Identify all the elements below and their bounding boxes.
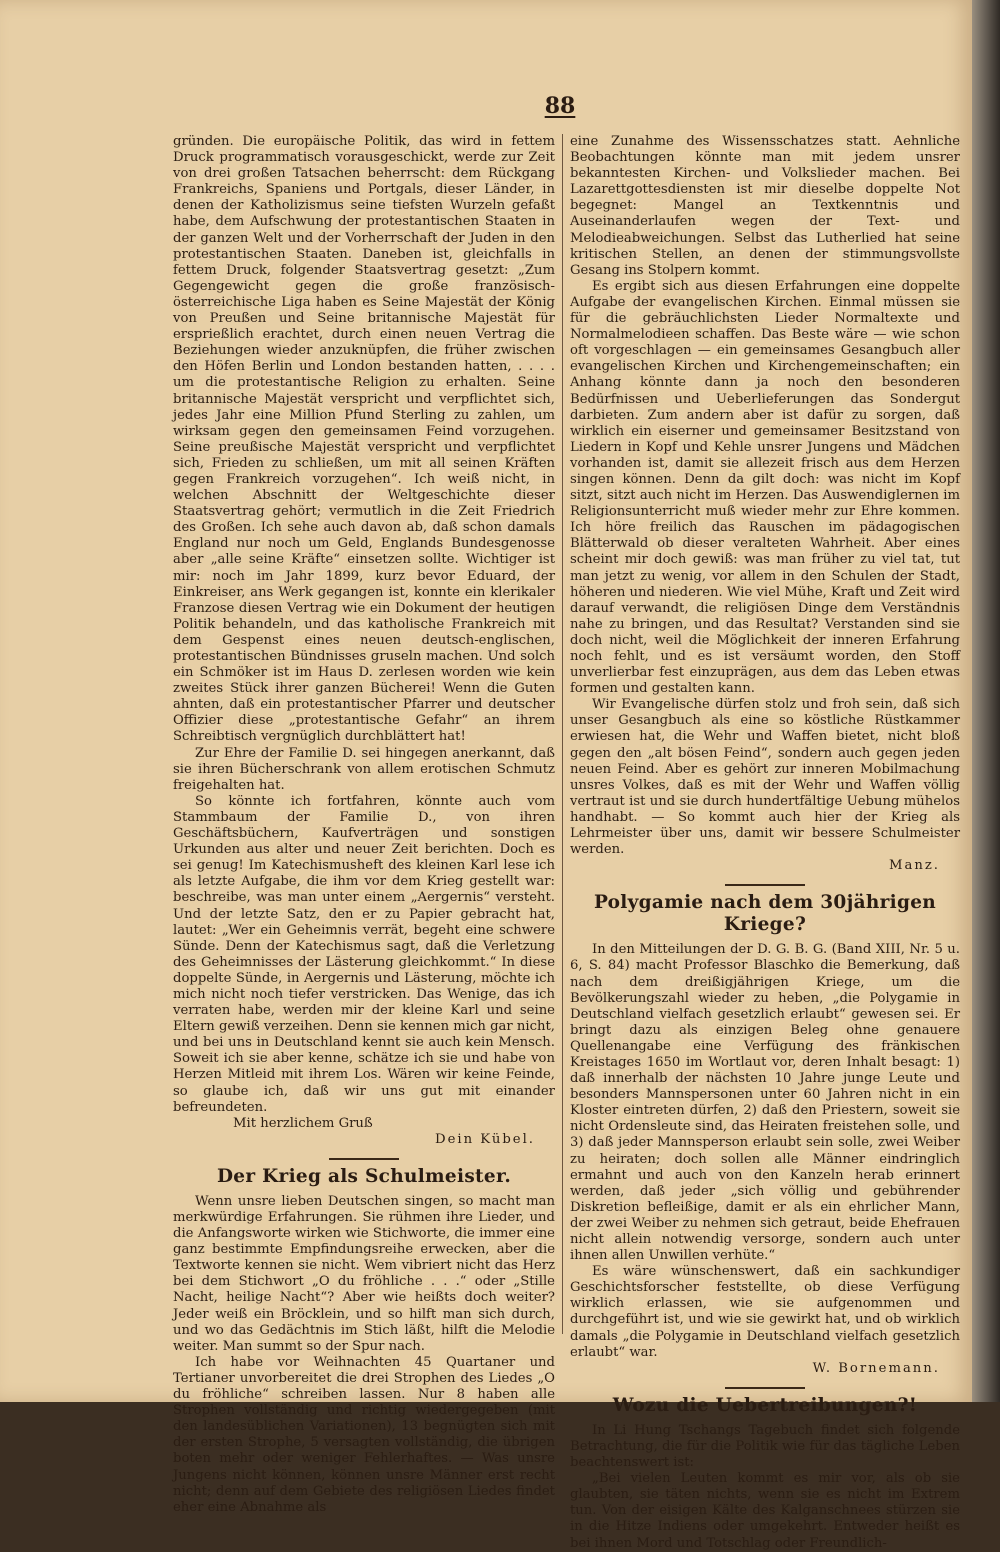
paragraph: In Li Hung Tschangs Tagebuch findet sich folgende Betrachtung, die für die Politik wie für das tägliche Leben beachtenswert ist: <box>570 1422 960 1471</box>
column-divider <box>562 134 563 1334</box>
paragraph: Zur Ehre der Familie D. sei hingegen anerkannt, daß sie ihren Bücherschrank von allem erotischen Schmutz freigehalten hat. <box>173 745 555 793</box>
paragraph: Ich habe vor Weihnachten 45 Quartaner und Tertianer unvorbereitet die drei Strophen des Liedes „O du fröhliche“ schreiben lassen. Nur 8 haben alle Strophen vollständig und richtig wiedergegeben (mit den landesüblichen Variationen), 13 begnügten sich mit der ersten Strophe, 5 versagten vollständig, die übrigen boten mehr oder weniger Fehlerhaftes. — Was unsre Jungens nicht können, können unsre Männer erst recht nicht; denn auf dem Gebiete des religiösen Liedes findet eher eine Abnahme als <box>173 1354 555 1515</box>
section-divider <box>725 1387 805 1389</box>
paragraph: Wir Evangelische dürfen stolz und froh sein, daß sich unser Gesangbuch als eine so köstliche Rüstkammer erwiesen hat, die Wehr und Waffen bietet, nicht bloß gegen den „alt bösen Feind“, sondern auch gegen jeden neuen Feind. Aber es gehört zur inneren Mobilmachung unsres Volkes, daß es mit der Wehr und Waffen völlig vertraut ist und sie durch hundertfältige Uebung mühelos handhabt. — So kommt auch hier der Krieg als Lehrmeister über uns, damit wir bessere Schulmeister werden. <box>570 697 960 858</box>
letter-signature: Dein Kübel. <box>435 1131 535 1147</box>
paragraph: So könnte ich fortfahren, könnte auch vom Stammbaum der Familie D., von ihren Geschäftsbüchern, Kaufverträgen und sonstigen Urkunden aus alter und neuer Zeit berichten. Doch es sei genug! Im Katechismusheft des kleinen Karl lese ich als letzte Aufgabe, die ihm vor dem Krieg gestellt war: beschreibe, was man unter einem „Aergernis“ versteht. Und der letzte Satz, den er zu Papier gebracht hat, lautet: „Wer ein Geheimnis verrät, begeht eine schwere Sünde. Denn der Katechismus sagt, daß die Verletzung des Geheimnisses der Lästerung gleichkommt.“ In diese doppelte Sünde, in Aergernis und Lästerung, möchte ich mich nicht noch tiefer verstricken. Das Wenige, das ich verraten habe, werden mir der kleine Karl und seine Eltern gewiß verzeihen. Denn sie kennen mich gar nicht, und bei uns in Deutschland kennt sie auch kein Mensch. Soweit ich sie aber kenne, schätze ich sie und habe von Herzen Mitleid mit ihrem Los. Wären wir keine Feinde, so glaube ich, daß wir uns gut mit einander befreundeten. <box>173 793 555 1115</box>
article-title: Polygamie nach dem 30jährigen Kriege? <box>593 892 937 936</box>
paragraph: „Bei vielen Leuten kommt es mir vor, als ob sie glaubten, sie täten nichts, wenn sie es nicht im Extrem tun. Von der eisigen Kälte des Kalganschnees stürzen sie in die Hitze Indiens oder umgekehrt. Entweder heißt es bei ihnen Mord und Totschlag oder Freundlich- <box>570 1471 960 1551</box>
paragraph: eine Zunahme des Wissensschatzes statt. Aehnliche Beobachtungen könnte man mit jedem unsrer bekanntesten Kirchen- und Volkslieder machen. Bei Lazarettgottesdiensten ist mir dieselbe doppelte Not begegnet: Mangel an Textkenntnis und Auseinanderlaufen wegen der Text- und Melodieabweichungen. Selbst das Lutherlied hat seine kritischen Stellen, an denen der stimmungsvollste Gesang ins Stolpern kommt. <box>570 134 960 278</box>
article-signature: W. Bornemann. <box>812 1360 940 1376</box>
paragraph: In den Mitteilungen der D. G. B. G. (Band XIII, Nr. 5 u. 6, S. 84) macht Professor Blaschko die Bemerkung, daß nach dem dreißigjährigen Kriege, um die Bevölkerungszahl wieder zu heben, „die Polygamie in Deutschland vielfach gesetzlich erlaubt“ gewesen sei. Er bringt dazu als einzigen Beleg ohne genauere Quellenangabe eine Verfügung des fränkischen Kreistages 1650 im Wortlaut vor, deren Inhalt besagt: 1) daß innerhalb der nächsten 10 Jahre junge Leute und besonders Mannspersonen unter 60 Jahren nicht in ein Kloster eintreten dürfen, 2) daß den Priestern, soweit sie nicht Ordensleute sind, das Heiraten freistehen solle, und 3) daß jeder Mannsperson erlaubt sein solle, zwei Weiber zu heiraten; doch sollen alle Männer eindringlich ermahnt und auch von den Kanzeln herab erinnert werden, daß jeder „sich völlig und gebührender Diskretion befleißige, damit er als ein ehrlicher Mann, der zwei Weiber zu nehmen sich getraut, beide Ehefrauen nicht allein notwendig versorge, sondern auch unter ihnen allen Unwillen verhüte.“ <box>570 942 960 1264</box>
article-title: Wozu die Uebertreibungen?! <box>612 1394 918 1416</box>
right-column <box>570 134 960 1552</box>
paragraph: gründen. Die europäische Politik, das wird in fettem Druck programmatisch vorausgeschickt, werde zur Zeit von drei großen Tatsachen beherrscht: dem Rückgang Frankreichs, Spaniens und Portgals, dieser Länder, in denen der Katholizismus seine tiefsten Wurzeln gefaßt habe, dem Aufschwung der protestantischen Staaten in der ganzen Welt und der Vorherrschaft der Juden in den protestantischen Staaten. Daneben ist, gleichfalls in fettem Druck, folgender Staatsvertrag gesetzt: „Zum Gegengewicht gegen die große französisch-österreichische Liga haben es Seine Majestät der König von Preußen und Seine britannische Majestät für ersprießlich erachtet, durch einen neuen Vertrag die Beziehungen wieder anzuknüpfen, die früher zwischen den Höfen Berlin und London bestanden hatten, . . . . um die protestantische Religion zu erhalten. Seine britannische Majestät verspricht und verpflichtet sich, jedes Jahr eine Million Pfund Sterling zu zahlen, um wirksam gegen den gemeinsamen Feind vorzugehen. Seine preußische Majestät verspricht und verpflichtet sich, Frieden zu schließen, um mit all seinen Kräften gegen Frankreich vorzugehen“. Ich weiß nicht, in welchen Abschnitt der Weltgeschichte dieser Staatsvertrag gehört; vermutlich in die Zeit Friedrich des Großen. Ich sehe auch davon ab, daß schon damals England nur noch um Geld, Englands Bundesgenosse aber „alle seine Kräfte“ einsetzen sollte. Wichtiger ist mir: noch im Jahr 1899, kurz bevor Eduard, der Einkreiser, ans Werk gegangen ist, konnte ein klerikaler Franzose diesen Vertrag wie ein Dokument der heutigen Politik behandeln, und das katholische Frankreich mit dem Gespenst eines neuen deutsch-englischen, protestantischen Bündnisses gruseln machen. Und solch ein Schmöker ist im Haus D. zerlesen worden wie kein zweites Stück ihrer ganzen Bücherei! Wenn die Guten ahnten, daß ein protestantischer Pfarrer und deutscher Offizier diese „protestantische Gefahr“ an ihrem Schreibtisch vergnüglich durchblättert hat! <box>173 134 555 745</box>
section-divider <box>725 884 805 886</box>
article-signature: Manz. <box>889 858 940 874</box>
left-column <box>173 134 555 1516</box>
letter-greeting: Mit herzlichem Gruß <box>233 1115 373 1131</box>
binding-edge <box>972 0 1000 1402</box>
page-number: 88 <box>544 93 576 119</box>
paragraph: Es wäre wünschenswert, daß ein sachkundiger Geschichtsforscher feststellte, ob diese Verfügung wirklich erlassen, wie sie aufgenommen und durchgeführt ist, und wie sie gewirkt hat, und ob wirklich damals „die Polygamie in Deutschland vielfach gesetzlich erlaubt“ war. <box>570 1264 960 1360</box>
paragraph: Es ergibt sich aus diesen Erfahrungen eine doppelte Aufgabe der evangelischen Kirchen. Einmal müssen sie für die gebräuchlichsten Lieder Normaltexte und Normalmelodieen schaffen. Das Beste wäre — wie schon oft vorgeschlagen — ein gemeinsames Gesangbuch aller evangelischen Kirchen und Kirchengemeinschaften; ein Anhang könnte dann ja noch den besonderen Bedürfnissen und Ueberlieferungen das Sondergut darbieten. Zum andern aber ist dafür zu sorgen, daß wirklich ein eiserner und gemeinsamer Besitzstand von Liedern in Kopf und Kehle unsrer Jungens und Mädchen vorhanden ist, damit sie allezeit frisch aus dem Herzen singen können. Denn da gilt doch: was nicht im Kopf sitzt, sitzt auch nicht im Herzen. Das Auswendiglernen im Religionsunterricht muß wieder mehr zur Ehre kommen. Ich höre freilich das Rauschen im pädagogischen Blätterwald ob dieser veralteten Wahrheit. Aber eines scheint mir doch gewiß: was man früher zu viel tat, tut man jetzt zu wenig, vor allem in den Schulen der Stadt, höheren und niederen. Wie viel Mühe, Kraft und Zeit wird darauf verwandt, die religiösen Dinge dem Verständnis nahe zu bringen, und das Resultat? Verstanden sind sie doch nicht, weil die Möglichkeit der inneren Erfahrung noch fehlt, und es ist versäumt worden, den Stoff unverlierbar fest einzuprägen, aus dem das Leben etwas formen und gestalten kann. <box>570 278 960 697</box>
section-divider <box>329 1158 399 1160</box>
article-title: Der Krieg als Schulmeister. <box>216 1165 512 1187</box>
paragraph: Wenn unsre lieben Deutschen singen, so macht man merkwürdige Erfahrungen. Sie rühmen ihre Lieder, und die Anfangsworte wirken wie Stichworte, die immer eine ganz bestimmte Empfindungsreihe erwecken, aber die Textworte kennen sie nicht. Wem vibriert nicht das Herz bei dem Stichwort „O du fröhliche . . .“ oder „Stille Nacht, heilige Nacht“? Aber wie heißts doch weiter? Jeder weiß ein Bröcklein, und so hilft man sich durch, und wo das Gedächtnis im Stich läßt, hilft die Melodie weiter. Man summt so der Spur nach. <box>173 1193 555 1354</box>
